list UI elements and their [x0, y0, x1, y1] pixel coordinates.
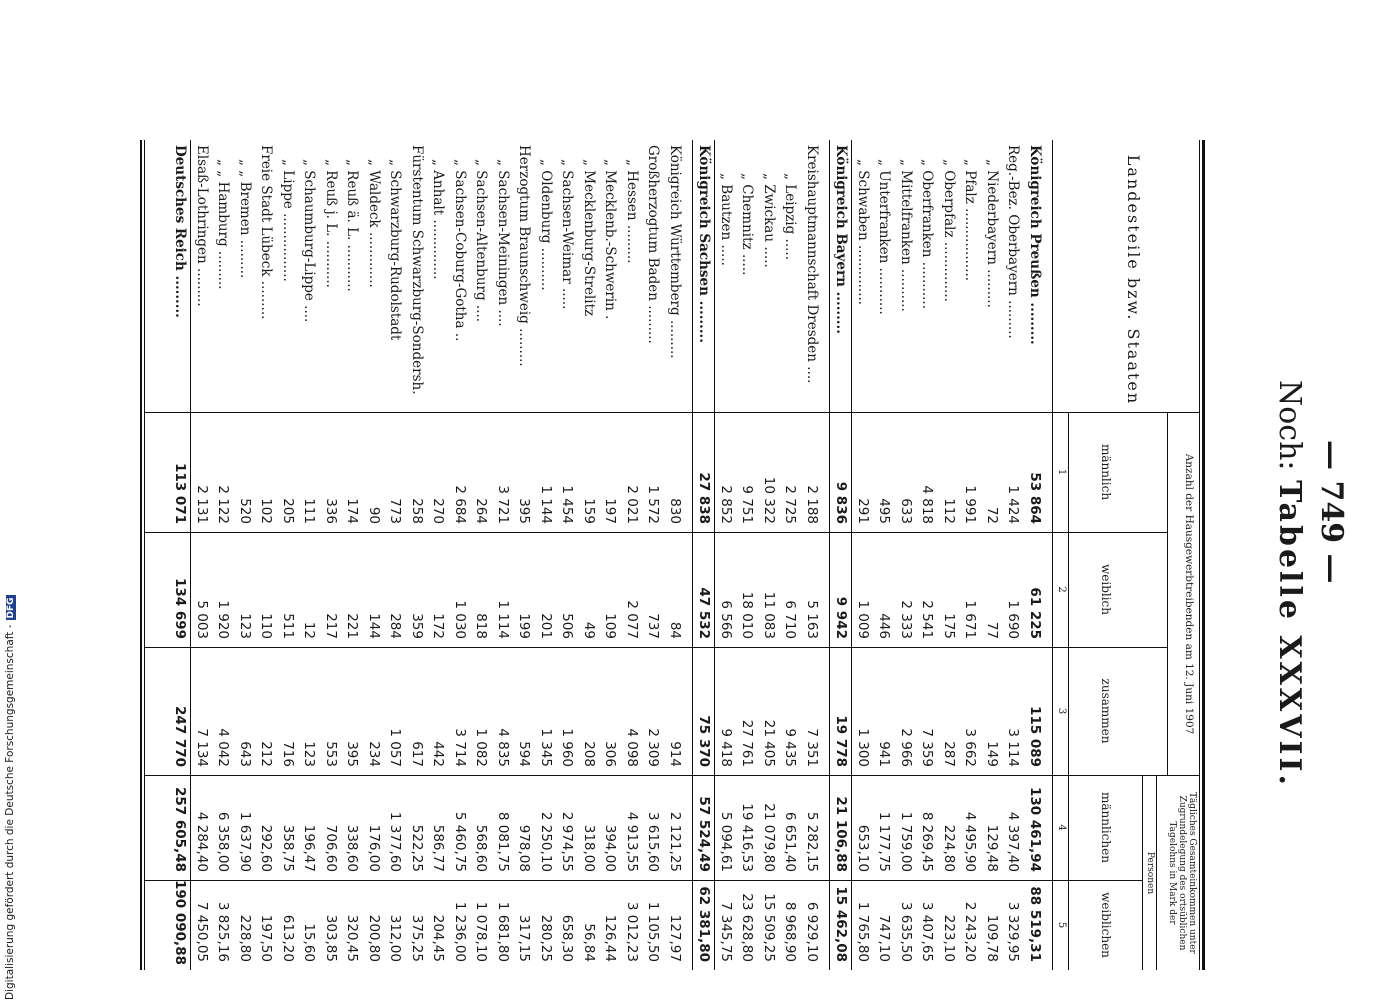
- cell-col1: 9 751: [739, 485, 756, 524]
- cell-col2: 5 003: [194, 600, 210, 639]
- cell-col1: 2 684: [452, 485, 468, 524]
- row-label: „ Schaumburg-Lippe ....: [301, 159, 318, 323]
- side-note: [4, 0, 18, 1000]
- cell-col4: 176,00: [366, 824, 382, 872]
- cell-col2: 1 030: [452, 600, 468, 639]
- dfg-logo: DFG: [6, 597, 16, 619]
- cell-col2: 221: [344, 613, 361, 639]
- cell-col1: 205: [280, 498, 296, 524]
- row-label: „ Bautzen .....: [718, 173, 734, 266]
- cell-col2: 446: [876, 613, 893, 639]
- cell-col3: 2 966: [898, 728, 914, 767]
- cell-col1: 1 991: [962, 485, 979, 524]
- cell-col4: 19 416,53: [739, 803, 756, 872]
- cell-col4: 21 079,80: [761, 803, 777, 872]
- page-number: — 749 —: [1314, 440, 1349, 584]
- cell-col3: 395: [344, 741, 361, 767]
- cell-col1: 1 424: [1005, 485, 1022, 524]
- table-top-rule-thin: [1199, 140, 1200, 970]
- cell-col4: 394,00: [602, 824, 619, 872]
- cell-col2: 2 077: [624, 600, 640, 639]
- cell-col1: 1 572: [645, 485, 662, 524]
- col3-number: 3: [1056, 707, 1067, 715]
- row-label: „ „ Bremen .........: [237, 159, 253, 279]
- cell-col2: 1 920: [215, 600, 232, 639]
- cell-col3: 553: [323, 741, 339, 767]
- group1-rule: [1167, 412, 1168, 775]
- cell-col5: 3 329,95: [1005, 901, 1022, 962]
- persons-rule: [1142, 775, 1143, 970]
- table-bottom-rule: [144, 140, 145, 970]
- cell-col3: 7 134: [194, 728, 210, 767]
- cell-col1: 102: [258, 498, 275, 524]
- col4-header: männlichen: [1099, 792, 1113, 863]
- row-label: „ Leipzig .....: [782, 173, 799, 261]
- col5-header: weiblichen: [1099, 892, 1113, 958]
- cell-col3: 1 960: [559, 728, 576, 767]
- cell-col4: 2 974,55: [559, 811, 576, 872]
- row-label: „ Anhalt ..............: [430, 159, 447, 280]
- cell-col3: 27 761: [739, 719, 756, 767]
- cell-col3: 914: [667, 741, 683, 767]
- cell-col4: 196,47: [301, 824, 318, 872]
- cell-col4: 292,60: [258, 824, 275, 872]
- cell-col1: 2 122: [215, 485, 232, 524]
- cell-col5: 317,15: [516, 914, 533, 962]
- cell-col5: 190 090,88: [172, 880, 189, 965]
- table-title: [1272, 380, 1307, 788]
- cell-col5: 1 681,80: [495, 901, 511, 962]
- cell-col2: 12: [301, 621, 318, 639]
- col1-header: männlich: [1099, 443, 1113, 501]
- cell-col4: 2 121,25: [667, 811, 683, 872]
- row-label: Königreich Bayern .........: [833, 145, 850, 334]
- row-label: „ Sachsen-Weimar .....: [559, 159, 576, 310]
- cell-col4: 5 460,75: [452, 811, 468, 872]
- cell-col4: 586,77: [430, 824, 447, 872]
- cell-col2: 2 333: [898, 600, 914, 639]
- cell-col1: 264: [473, 498, 490, 524]
- cell-col2: 18 010: [739, 591, 756, 639]
- cell-col2: 49: [581, 621, 597, 639]
- row-label: „ Zwickau .....: [761, 173, 777, 268]
- cell-col4: 224,80: [941, 824, 957, 872]
- cell-col1: 113 071: [172, 462, 189, 524]
- cell-col2: 144: [366, 613, 382, 639]
- row-label: „ Oldenburg ..........: [538, 159, 554, 291]
- cell-col5: 223,10: [941, 914, 957, 962]
- row-label: „ Unterfranken ...........: [876, 159, 893, 315]
- row-label: „ „ Hamburg .........: [215, 159, 232, 290]
- cell-col5: 200,80: [366, 914, 382, 962]
- row-label: Kreishauptmannschaft Dresden ....: [804, 145, 820, 384]
- cell-col2: 5 163: [804, 600, 820, 639]
- cell-col5: 3 012,23: [624, 901, 640, 962]
- col2-number: 2: [1056, 586, 1067, 593]
- row-separator: [852, 140, 853, 970]
- cell-col2: 134 699: [172, 577, 189, 639]
- cell-col3: 4 042: [215, 728, 232, 767]
- cell-col3: 115 089: [1027, 705, 1043, 767]
- cell-col1: 90: [366, 506, 382, 524]
- row-label: Königreich Sachsen .........: [696, 145, 713, 343]
- cell-col3: 208: [581, 741, 597, 767]
- row-label: „ Lippe ................: [280, 159, 296, 282]
- cell-col1: 9 836: [833, 481, 850, 524]
- cell-col4: 4 913,55: [624, 811, 640, 872]
- cell-col4: 2 250,10: [538, 811, 554, 872]
- cell-col2: 123: [237, 613, 253, 639]
- cell-col4: 338,60: [344, 824, 361, 872]
- cell-col1: 2 131: [194, 485, 210, 524]
- cell-col1: 258: [409, 498, 425, 524]
- cell-col3: 716: [280, 741, 296, 767]
- cell-col4: 653,10: [855, 824, 871, 872]
- cell-col3: 9 435: [782, 728, 799, 767]
- cell-col5: 613,20: [280, 914, 296, 962]
- title-main: Tabelle XXXVII.: [1272, 480, 1307, 788]
- cell-col3: 1 082: [473, 728, 490, 767]
- cell-col3: 306: [602, 741, 619, 767]
- cell-col3: 643: [237, 741, 253, 767]
- cell-col4: 3 615,60: [645, 811, 662, 872]
- cell-col1: 291: [855, 498, 871, 524]
- col2-header: weiblich: [1099, 563, 1113, 616]
- cell-col5: 204,45: [430, 914, 447, 962]
- table-bottom-rule-thick: [140, 140, 142, 970]
- cell-col5: 56,84: [581, 923, 597, 962]
- row-label: „ Hessen .........: [624, 159, 640, 264]
- cell-col1: 2 021: [624, 485, 640, 524]
- cell-col5: 15,60: [301, 923, 318, 962]
- cell-col2: 11 083: [761, 591, 777, 639]
- cell-col1: 111: [301, 498, 318, 524]
- cell-col1: 174: [344, 498, 361, 524]
- cell-col3: 287: [941, 741, 957, 767]
- cell-col1: 53 864: [1027, 472, 1043, 524]
- funding-note: Digitalisierung gefördert durch die Deutsche Forschungsgemeinschaft -DFG: [4, 597, 16, 1000]
- row-label: „ Reuß ä. L. ...........: [344, 159, 361, 292]
- table-top-rule: [1202, 140, 1205, 970]
- cell-col5: 312,00: [387, 914, 404, 962]
- col3-header: zusammen: [1099, 678, 1113, 744]
- cell-col3: 234: [366, 741, 382, 767]
- cell-col4: 8 269,45: [919, 811, 936, 872]
- cell-col1: 2 852: [718, 485, 734, 524]
- cell-col5: 15 462,08: [833, 886, 850, 962]
- cell-col4: 4 284,40: [194, 811, 210, 872]
- cell-col4: 522,25: [409, 824, 425, 872]
- cell-col5: 303,85: [323, 914, 339, 962]
- cell-col2: 511: [280, 613, 296, 639]
- cell-col4: 6 651,40: [782, 811, 799, 872]
- cell-col3: 9 418: [718, 728, 734, 767]
- cell-col5: 280,25: [538, 914, 554, 962]
- cell-col5: 1 765,80: [855, 901, 871, 962]
- cell-col2: 6 566: [718, 600, 734, 639]
- cell-col1: 159: [581, 498, 597, 524]
- cell-col2: 84: [667, 621, 683, 639]
- row-label: „ Sachsen-Coburg-Gotha ..: [452, 159, 468, 342]
- cell-col4: 6 358,00: [215, 811, 232, 872]
- row-label: „ Pfalz .................: [962, 159, 979, 282]
- cell-col5: 88 519,31: [1027, 886, 1043, 962]
- row-label: „ Oberfranken ...........: [919, 159, 936, 309]
- cell-col1: 1 454: [559, 485, 576, 524]
- cell-col5: 3 825,16: [215, 901, 232, 962]
- group2-header: Tägliches Gesamteinkommen unter Zugrundelegung des ortsüblichen Tagelohns in Mark der: [1167, 792, 1197, 954]
- cell-col4: 8 081,75: [495, 811, 511, 872]
- cell-col3: 442: [430, 741, 447, 767]
- cell-col3: 3 714: [452, 728, 468, 767]
- row-label: „ Mecklenburg-Strelitz: [581, 159, 597, 317]
- cell-col2: 506: [559, 613, 576, 639]
- cell-col3: 247 770: [172, 705, 189, 767]
- row-label: „ Mittelfranken ..........: [898, 159, 914, 312]
- cell-col3: 941: [876, 741, 893, 767]
- cell-col5: 3 635,50: [898, 901, 914, 962]
- row-label: „ Schwaben ..............: [855, 159, 871, 306]
- row-separator: [692, 140, 693, 970]
- row-separator: [715, 140, 716, 970]
- persons-header: Personen: [1145, 851, 1155, 895]
- row-label: Königreich Preußen .........: [1027, 145, 1043, 345]
- row-label: Herzogtum Braunschweig .........: [516, 145, 533, 367]
- cell-col5: 126,44: [602, 914, 619, 962]
- cell-col2: 175: [941, 613, 957, 639]
- cell-col2: 6 710: [782, 600, 799, 639]
- cell-col3: 617: [409, 741, 425, 767]
- cell-col5: 1 078,10: [473, 901, 490, 962]
- cell-col2: 109: [602, 613, 619, 639]
- colnum-rule: [1068, 412, 1069, 970]
- cell-col2: 1 690: [1005, 600, 1022, 639]
- cell-col2: 201: [538, 613, 554, 639]
- row-label: „ Sachsen-Meiningen ....: [495, 159, 511, 327]
- cell-col1: 27 838: [696, 472, 713, 524]
- row-label: Reg.-Bez. Oberbayern .........: [1005, 145, 1022, 339]
- row-separator: [829, 140, 830, 970]
- cell-col1: 3 721: [495, 485, 511, 524]
- cell-col5: 658,30: [559, 914, 576, 962]
- cell-col2: 818: [473, 613, 490, 639]
- cell-col2: 9 942: [833, 596, 850, 639]
- cell-col2: 284: [387, 613, 404, 639]
- cell-col1: 633: [898, 498, 914, 524]
- cell-col5: 109,78: [984, 914, 1000, 962]
- cell-col4: 706,60: [323, 824, 339, 872]
- cell-col2: 110: [258, 613, 275, 639]
- cell-col2: 737: [645, 613, 662, 639]
- cell-col3: 75 370: [696, 715, 713, 767]
- cell-col3: 149: [984, 741, 1000, 767]
- cell-col3: 1 345: [538, 728, 554, 767]
- row-label: „ Oberpfalz ..............: [941, 159, 957, 302]
- cell-col5: 127,97: [667, 914, 683, 962]
- row-label: „ Mecklenb.-Schwerin .: [602, 159, 619, 320]
- row-label: „ Reuß j. L. ...........: [323, 159, 339, 288]
- title-prefix: Noch:: [1272, 380, 1307, 471]
- row-label: „ Chemnitz .....: [739, 173, 756, 276]
- cell-col4: 1 377,60: [387, 811, 404, 872]
- cell-col1: 1 144: [538, 485, 554, 524]
- col1-number: 1: [1056, 468, 1067, 476]
- cell-col2: 1 009: [855, 600, 871, 639]
- cell-col3: 19 778: [833, 715, 850, 767]
- cell-col1: 495: [876, 498, 893, 524]
- row-label: Elsaß-Lothringen .........: [194, 145, 210, 307]
- cell-col3: 3 114: [1005, 728, 1022, 767]
- row-label: „ Schwarzburg-Rudolstadt: [387, 159, 404, 341]
- cell-col1: 773: [387, 498, 404, 524]
- cell-col4: 21 106,88: [833, 796, 850, 872]
- cell-col5: 320,45: [344, 914, 361, 962]
- cell-col5: 7 345,75: [718, 901, 734, 962]
- cell-col4: 358,75: [280, 824, 296, 872]
- cell-col5: 1 236,00: [452, 901, 468, 962]
- cell-col1: 10 322: [761, 476, 777, 524]
- cell-col4: 130 461,94: [1027, 787, 1043, 872]
- cell-col5: 23 628,80: [739, 893, 756, 962]
- cell-col2: 359: [409, 613, 425, 639]
- cell-col1: 270: [430, 498, 447, 524]
- header-bottom-rule: [1052, 140, 1053, 970]
- cell-col3: 7 359: [919, 728, 936, 767]
- row-label: Deutsches Reich .........: [172, 145, 189, 318]
- cell-col5: 747,10: [876, 914, 893, 962]
- row-separator: [191, 140, 192, 970]
- cell-col5: 7 450,05: [194, 901, 210, 962]
- row-label: „ Sachsen-Altenburg ....: [473, 159, 490, 323]
- row-label: Fürstentum Schwarzburg-Sondersh.: [409, 145, 425, 395]
- row-label: „ Waldeck .............: [366, 159, 382, 288]
- cell-col2: 77: [984, 621, 1000, 639]
- cell-col1: 112: [941, 498, 957, 524]
- cell-col4: 257 605,48: [172, 787, 189, 872]
- cell-col5: 197,50: [258, 914, 275, 962]
- cell-col4: 568,60: [473, 824, 490, 872]
- cell-col3: 123: [301, 741, 318, 767]
- group2-rule: [1156, 775, 1157, 970]
- cell-col5: 375,25: [409, 914, 425, 962]
- cell-col2: 217: [323, 613, 339, 639]
- cell-col1: 336: [323, 498, 339, 524]
- cell-col5: 62 381,80: [696, 886, 713, 962]
- cell-col3: 4 098: [624, 728, 640, 767]
- cell-col3: 212: [258, 741, 275, 767]
- row-label: Großherzogtum Baden .........: [645, 145, 662, 344]
- cell-col1: 830: [667, 498, 683, 524]
- cell-col4: 1 177,75: [876, 811, 893, 872]
- cell-col5: 2 243,20: [962, 901, 979, 962]
- cell-col2: 172: [430, 613, 447, 639]
- cell-col1: 197: [602, 498, 619, 524]
- label-header: Landesteile bzw. Staaten: [1124, 154, 1143, 406]
- cell-col4: 978,08: [516, 824, 533, 872]
- cell-col4: 1 759,00: [898, 811, 914, 872]
- cell-col5: 15 509,25: [761, 893, 777, 962]
- cell-col1: 395: [516, 498, 533, 524]
- group1-header: Anzahl der Hausgewerbtreibenden am 12. Juni 1907: [1183, 453, 1195, 735]
- cell-col5: 8 968,90: [782, 901, 799, 962]
- cell-col3: 1 300: [855, 728, 871, 767]
- cell-col5: 3 407,65: [919, 901, 936, 962]
- cell-col3: 4 835: [495, 728, 511, 767]
- cell-col4: 318,00: [581, 824, 597, 872]
- cell-col4: 4 397,40: [1005, 811, 1022, 872]
- cell-col5: 6 929,10: [804, 901, 820, 962]
- cell-col4: 1 637,90: [237, 811, 253, 872]
- cell-col2: 199: [516, 613, 533, 639]
- cell-col4: 4 495,90: [962, 811, 979, 872]
- cell-col3: 7 351: [804, 728, 820, 767]
- cell-col1: 4 818: [919, 485, 936, 524]
- cell-col3: 3 662: [962, 728, 979, 767]
- row-label: Freie Stadt Lübeck .........: [258, 145, 275, 320]
- cell-col1: 520: [237, 498, 253, 524]
- row-label: „ Niederbayern .........: [984, 159, 1000, 308]
- cell-col2: 61 225: [1027, 587, 1043, 639]
- cell-col2: 1 671: [962, 600, 979, 639]
- cell-col1: 2 725: [782, 485, 799, 524]
- col4-number: 4: [1056, 824, 1067, 831]
- cell-col4: 57 524,49: [696, 796, 713, 872]
- cell-col4: 5 094,61: [718, 811, 734, 872]
- cell-col5: 1 105,50: [645, 901, 662, 962]
- cell-col3: 594: [516, 741, 533, 767]
- cell-col4: 5 282,15: [804, 811, 820, 872]
- cell-col3: 2 309: [645, 728, 662, 767]
- cell-col3: 21 405: [761, 719, 777, 767]
- cell-col1: 2 188: [804, 485, 820, 524]
- cell-col2: 47 532: [696, 587, 713, 639]
- cell-col4: 129,48: [984, 824, 1000, 872]
- cell-col3: 1 057: [387, 728, 404, 767]
- col5-number: 5: [1056, 921, 1067, 929]
- cell-col5: 228,80: [237, 914, 253, 962]
- cell-col2: 1 114: [495, 600, 511, 639]
- cell-col2: 2 541: [919, 600, 936, 639]
- cell-col1: 72: [984, 506, 1000, 524]
- row-label: Königreich Württemberg .........: [667, 145, 683, 359]
